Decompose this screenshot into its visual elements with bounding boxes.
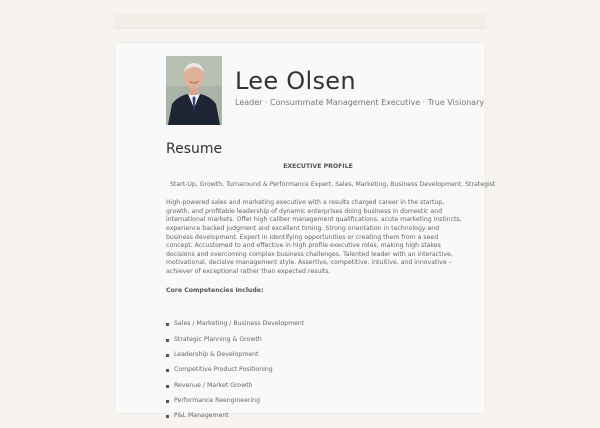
bullet-icon <box>166 400 169 403</box>
list-item <box>166 336 466 351</box>
list-item <box>166 366 466 381</box>
executive-profile-heading: EXECUTIVE PROFILE <box>283 163 353 170</box>
profile-photo <box>166 56 222 125</box>
list-item <box>166 412 466 427</box>
list-item <box>166 382 466 397</box>
bullet-icon <box>166 323 169 326</box>
resume-page <box>115 43 496 420</box>
competencies-list <box>166 320 466 428</box>
list-item <box>166 397 466 412</box>
section-title: Resume <box>166 141 223 157</box>
bullet-icon <box>166 369 169 372</box>
executive-subtitle: Start-Up, Growth, Turnaround & Performance Expert, Sales, Marketing, Business Development, Strategist <box>170 180 496 188</box>
core-competencies-heading: Core Competencies Include: <box>166 286 264 294</box>
bullet-icon <box>166 415 169 418</box>
bullet-icon <box>166 339 169 342</box>
profile-paragraph: High-powered sales and marketing executive with a results charged career in the startup, growth, and profitable leadership of dynamic enterprises doing business in domestic and international markets. Offer high caliber management qualifications, acute marketing instincts, experience backed judgment and excellent timing. Strong orientation in technology and business development. Expert in identifying opportunities or creating them from a seed concept. Accustomed to and effective in high profile executive roles, making high stakes decisions and overcoming complex business challenges. Talented leader with an interactive, motivational, decisive management style. Assertive, competitive, intuitive, and innovative – achiever of exceptional rather than expected results. <box>166 199 462 275</box>
competency-label: P&L Management <box>174 412 229 420</box>
profile-name: Lee Olsen <box>235 67 356 95</box>
competency-label: Sales / Marketing / Business Development <box>174 320 305 328</box>
header-strip <box>115 14 485 29</box>
list-item <box>166 320 466 335</box>
competency-label: Strategic Planning & Growth <box>174 335 262 343</box>
competency-label: Revenue / Market Growth <box>174 381 253 389</box>
list-item <box>166 351 466 366</box>
competency-label: Leadership & Development <box>174 350 259 358</box>
profile-tagline: Leader · Consummate Management Executive · True Visionary <box>235 98 485 107</box>
competency-label: Competitive Product Positioning <box>174 366 273 374</box>
competency-label: Performance Reengineering <box>174 397 261 405</box>
bullet-icon <box>166 354 169 357</box>
resume-content <box>166 163 496 428</box>
bullet-icon <box>166 385 169 388</box>
